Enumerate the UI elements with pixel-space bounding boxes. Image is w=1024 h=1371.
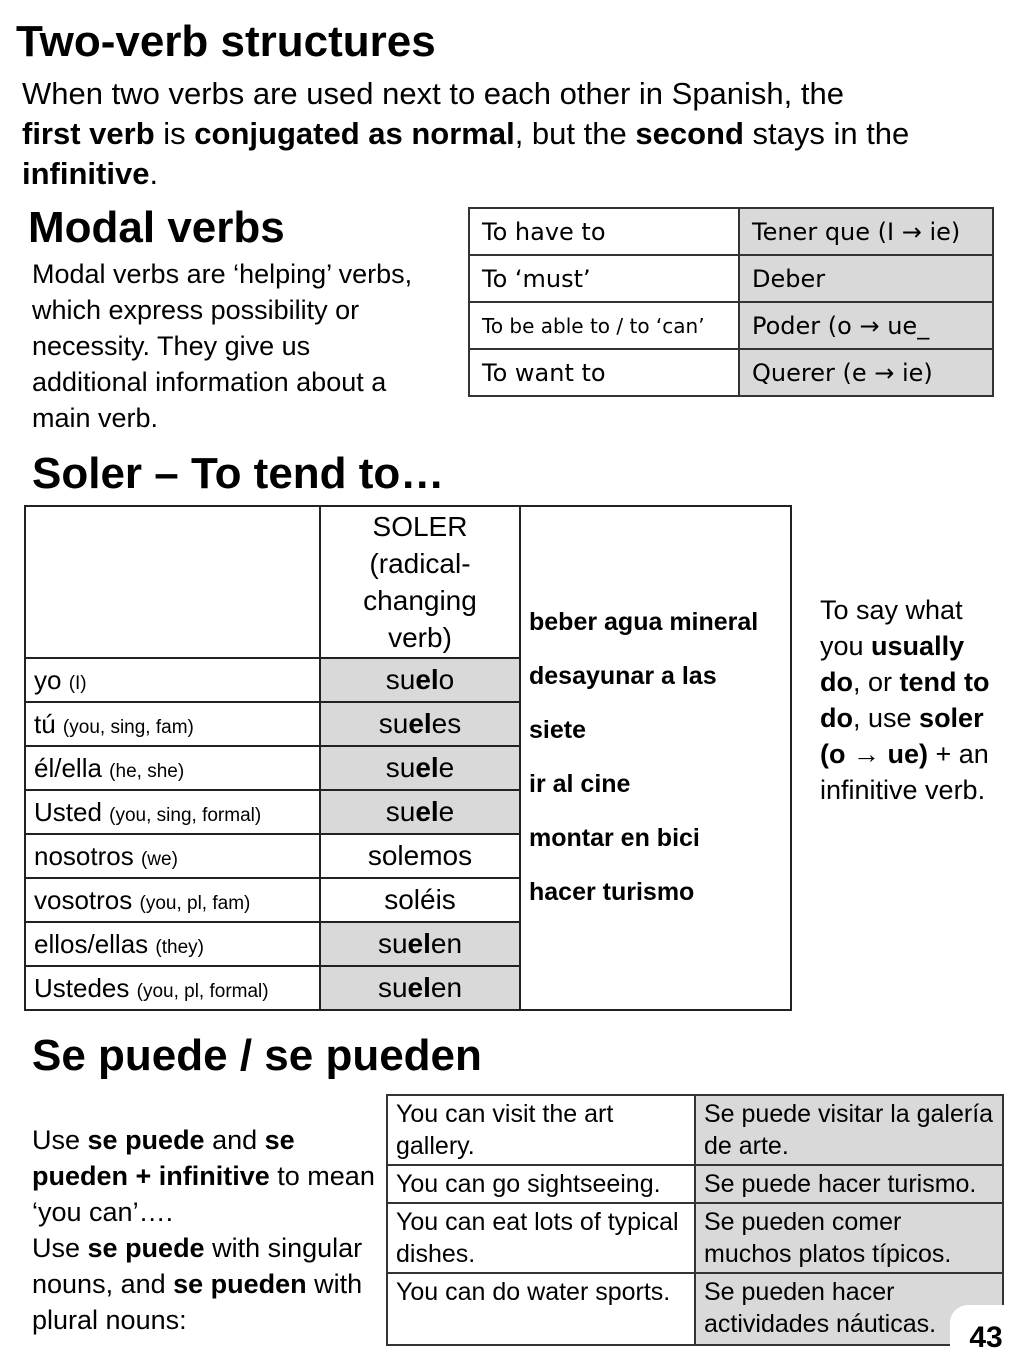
spanish-cell: Se puede visitar la galería de arte. <box>695 1095 1003 1165</box>
modal-verbs-heading: Modal verbs <box>28 203 285 252</box>
table-row <box>469 208 993 255</box>
activity-item: montar en bici <box>529 824 700 852</box>
pronoun-cell: Ustedes (you, pl, formal) <box>25 966 320 1010</box>
conjugation-cell: suele <box>320 790 520 834</box>
activity-item: desayunar a las <box>529 662 717 690</box>
table-row <box>387 1095 1003 1165</box>
spanish-cell: Se pueden hacer actividades náuticas. <box>695 1273 1003 1345</box>
spanish-cell: Se pueden comer muchos platos típicos. <box>695 1203 1003 1273</box>
pronoun-cell: nosotros (we) <box>25 834 320 878</box>
english-cell: You can do water sports. <box>387 1273 695 1345</box>
pronoun-cell: él/ella (he, she) <box>25 746 320 790</box>
english-cell: You can eat lots of typical dishes. <box>387 1203 695 1273</box>
soler-conjugation-table <box>24 505 792 1011</box>
modal-verbs-description: Modal verbs are ‘helping’ verbs, which express possibility or necessity. They give us additional information about a main verb. <box>32 259 413 433</box>
conjugation-cell: suelo <box>320 658 520 702</box>
pronoun-cell: Usted (you, sing, formal) <box>25 790 320 834</box>
spanish-cell: Se puede hacer turismo. <box>695 1165 1003 1203</box>
se-puede-usage-note: Use se puede and se pueden + infinitive to mean ‘you can’…. Use se puede with singular nouns, and se pueden with plural nouns: <box>32 1125 375 1335</box>
activity-item: beber agua mineral <box>529 608 759 636</box>
table-row <box>387 1203 1003 1273</box>
empty-header-cell <box>25 506 320 658</box>
soler-heading: Soler – To tend to… <box>32 449 445 498</box>
conjugation-cell: solemos <box>320 834 520 878</box>
english-cell: To have to <box>469 208 739 255</box>
pronoun-cell: yo (I) <box>25 658 320 702</box>
table-header-row <box>25 506 791 658</box>
modal-verbs-table <box>468 207 994 397</box>
spanish-cell: Poder (o → ue_ <box>739 302 993 349</box>
conjugation-cell: soléis <box>320 878 520 922</box>
table-row <box>387 1273 1003 1345</box>
table-row <box>469 255 993 302</box>
page-number: 43 <box>950 1305 1022 1365</box>
pronoun-cell: vosotros (you, pl, fam) <box>25 878 320 922</box>
soler-header-cell: SOLER (radical-changing verb) <box>320 506 520 658</box>
english-cell: To ‘must’ <box>469 255 739 302</box>
se-puede-heading: Se puede / se pueden <box>32 1031 482 1080</box>
activities-cell <box>520 506 791 1010</box>
soler-usage-note: To say what you usually do, or tend to do, use soler (o → ue) + an infinitive verb. <box>820 595 990 805</box>
conjugation-cell: sueles <box>320 702 520 746</box>
pronoun-cell: ellos/ellas (they) <box>25 922 320 966</box>
intro-paragraph: When two verbs are used next to each other in Spanish, the first verb is conjugated as normal, but the second stays in the infinitive. <box>22 76 910 191</box>
conjugation-cell: suelen <box>320 966 520 1010</box>
spanish-cell: Querer (e → ie) <box>739 349 993 396</box>
conjugation-cell: suele <box>320 746 520 790</box>
table-row <box>469 302 993 349</box>
page-title: Two-verb structures <box>16 17 436 66</box>
activity-item: ir al cine <box>529 770 631 798</box>
english-cell: You can visit the art gallery. <box>387 1095 695 1165</box>
spanish-cell: Tener que (I → ie) <box>739 208 993 255</box>
conjugation-cell: suelen <box>320 922 520 966</box>
activity-item: hacer turismo <box>529 878 695 906</box>
english-cell: You can go sightseeing. <box>387 1165 695 1203</box>
english-cell: To be able to / to ‘can’ <box>469 302 739 349</box>
table-row <box>387 1165 1003 1203</box>
se-puede-table <box>386 1094 1004 1346</box>
english-cell: To want to <box>469 349 739 396</box>
spanish-cell: Deber <box>739 255 993 302</box>
table-row <box>469 349 993 396</box>
activity-item: siete <box>529 716 586 744</box>
pronoun-cell: tú (you, sing, fam) <box>25 702 320 746</box>
